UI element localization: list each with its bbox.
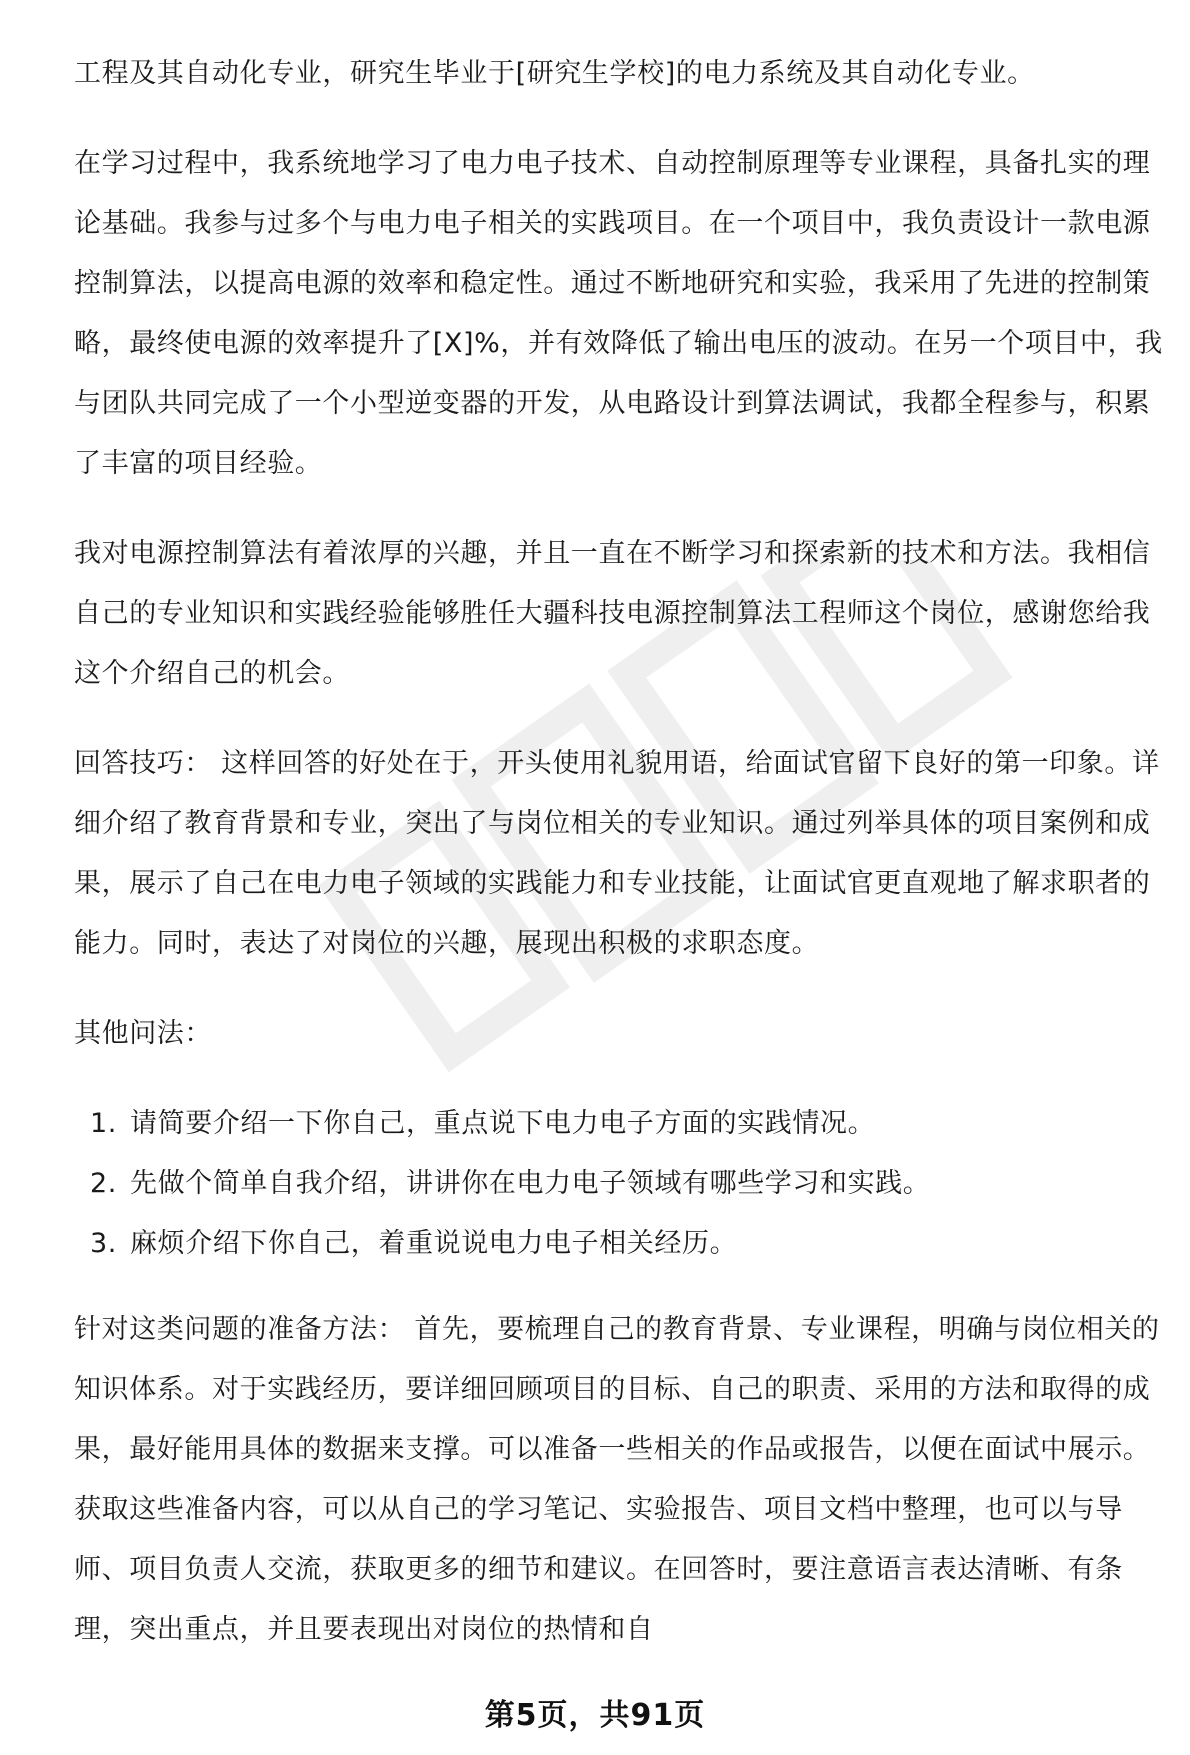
list-item-text: 先做个简单自我介绍，讲讲你在电力电子领域有哪些学习和实践。 [130,1168,931,1199]
paragraph-interest: 我对电源控制算法有着浓厚的兴趣，并且一直在不断学习和探索新的技术和方法。我相信自己的专业知识和实践经验能够胜任大疆科技电源控制算法工程师这个岗位，感谢您给我这个介绍自己的机会。 [74,538,1151,689]
list-item-text: 麻烦介绍下你自己，着重说说电力电子相关经历。 [130,1228,738,1259]
list-item-number: 3. [90,1228,117,1259]
paragraph-other-questions-heading: 其他问法： [74,1018,212,1049]
list-item [74,1214,1174,1274]
document-body [74,44,1174,1690]
paragraph-answer-tips: 回答技巧： 这样回答的好处在于，开头使用礼貌用语，给面试官留下良好的第一印象。详细介绍了教育背景和专业，突出了与岗位相关的专业知识。通过列举具体的项目案例和成果，展示了自己在电力电子领域的实践能力和专业技能，让面试官更直观地了解求职者的能力。同时，表达了对岗位的兴趣，展现出积极的求职态度。 [74,748,1160,959]
paragraph-education: 工程及其自动化专业，研究生毕业于[研究生学校]的电力系统及其自动化专业。 [74,58,1035,89]
list-item [74,1154,1174,1214]
paragraph-preparation-method: 针对这类问题的准备方法： 首先，要梳理自己的教育背景、专业课程，明确与岗位相关的知识体系。对于实践经历，要详细回顾项目的目标、自己的职责、采用的方法和取得的成果，最好能用具体的数据来支撑。可以准备一些相关的作品或报告，以便在面试中展示。获取这些准备内容，可以从自己的学习笔记、实验报告、项目文档中整理，也可以与导师、项目负责人交流，获取更多的细节和建议。在回答时，要注意语言表达清晰、有条理，突出重点，并且要表现出对岗位的热情和自 [74,1314,1160,1645]
list-item-text: 请简要介绍一下你自己，重点说下电力电子方面的实践情况。 [130,1108,876,1139]
list-item-number: 1. [90,1108,117,1139]
other-questions-list [74,1094,1174,1274]
list-item-number: 2. [90,1168,117,1199]
list-item [74,1094,1174,1154]
paragraph-projects: 在学习过程中，我系统地学习了电力电子技术、自动控制原理等专业课程，具备扎实的理论基础。我参与过多个与电力电子相关的实践项目。在一个项目中，我负责设计一款电源控制算法，以提高电源的效率和稳定性。通过不断地研究和实验，我采用了先进的控制策略，最终使电源的效率提升了[X]%，并有效降低了输出电压的波动。在另一个项目中，我与团队共同完成了一个小型逆变器的开发，从电路设计到算法调试，我都全程参与，积累了丰富的项目经验。 [74,148,1163,479]
page-number: 第5页，共91页 [484,1698,706,1733]
